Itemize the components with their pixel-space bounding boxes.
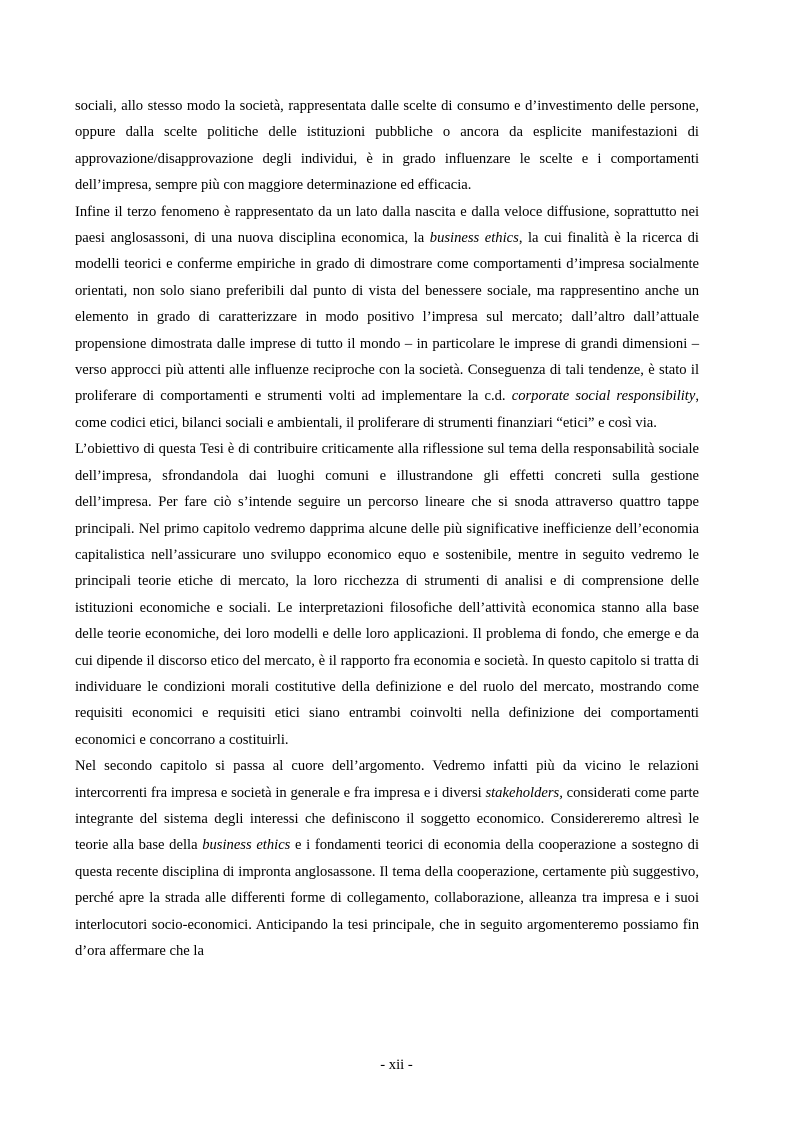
term-business-ethics: business ethics [429, 230, 519, 247]
paragraph-2-text-b: , la cui finalità è la ricerca di modelli teorici e conferme empiriche in grado di dimostrare come comportamenti d’impresa socialmente orientati, non solo siano preferibili dal punto di vista del benessere sociale, ma rappresentino anche un elemento in grado di caratterizzare in modo positivo l’impresa sul mercato; dall’altro dall’attuale propensione dimostrata dalle imprese di tutto il mondo – in particolare le imprese di grandi dimensioni – verso approcci più attenti alle influenze reciproche con la società. Conseguenza di tali tendenze, è stato il proliferare di comportamenti e strumenti volti ad implementare la c.d. [75, 230, 699, 405]
paragraph-2-text-c: , come codici etici, bilanci sociali e ambientali, il proliferare di strumenti finanziari “etici” e così via. [75, 388, 699, 431]
paragraph-3-text: L’obiettivo di questa Tesi è di contribuire criticamente alla riflessione sul tema della responsabilità sociale dell’impresa, sfrondandola dai luoghi comuni e illustrandone gli effetti concreti sulla gestione dell’impresa. Per fare ciò s’intende seguire un percorso lineare che si snoda attraverso quattro tappe principali. Nel primo capitolo vedremo dapprima alcune delle più significative inefficienze dell’economia capitalistica nell’assicurare uno sviluppo economico equo e sostenibile, mentre in seguito vedremo le principali teorie etiche di mercato, la loro ricchezza di strumenti di analisi e di comprensione delle istituzioni economiche e sociali. Le interpretazioni filosofiche dell’attività economica stanno alla base delle teorie economiche, dei loro modelli e delle loro applicazioni. Il problema di fondo, che emerge e da cui dipende il discorso etico del mercato, è il rapporto fra economia e società. In questo capitolo si tratta di individuare le condizioni morali costitutive della definizione e del ruolo del mercato, mostrando come requisiti economici e requisiti etici siano entrambi coinvolti nella definizione dei comportamenti economici e concorrano a costituirli. [75, 441, 699, 748]
paragraph-2-text-a: Infine il terzo fenomeno è rappresentato da un lato dalla nascita e dalla veloce diffusione, soprattutto nei paesi anglosassoni, di una nuova disciplina economica, la [75, 203, 699, 247]
paragraph-4-text-a: Nel secondo capitolo si passa al cuore dell’argomento. Vedremo infatti più da vicino le relazioni intercorrenti fra impresa e società in generale e fra impresa e i diversi [75, 758, 699, 801]
term-stakeholders: stakeholders, [485, 784, 563, 801]
term-corporate-social-responsibility: corporate social responsibility [511, 388, 696, 405]
paragraph-4-text-b: considerati come parte integrante del sistema degli interessi che definiscono il soggetto economico. Considereremo altresì le teorie alla base della [75, 784, 699, 854]
document-page [75, 93, 699, 964]
paragraph-1 [75, 93, 699, 199]
paragraph-1-text: sociali, allo stesso modo la società, rappresentata dalle scelte di consumo e d’investimento delle persone, oppure dalla scelte politiche delle istituzioni pubbliche o ancora da esplicite manifestazioni di approvazione/disapprovazione degli individui, è in grado influenzare le scelte e i comportamenti dell’impresa, sempre più con maggiore determinazione ed efficacia. [75, 98, 699, 194]
paragraph-3 [75, 436, 699, 753]
page-number: - xii - [380, 1057, 413, 1073]
paragraph-4 [75, 753, 699, 964]
paragraph-2 [75, 199, 699, 437]
paragraph-4-text-c: e i fondamenti teorici di economia della cooperazione a sostegno di questa recente disciplina di impronta anglosassone. Il tema della cooperazione, certamente più suggestivo, perché apre la strada alle differenti forme di collegamento, collaborazione, alleanza tra impresa e i suoi interlocutori socio-economici. Anticipando la tesi principale, che in seguito argomenteremo possiamo fin d’ora affermare che la [75, 837, 699, 959]
term-business-ethics-2: business ethics [202, 837, 291, 854]
